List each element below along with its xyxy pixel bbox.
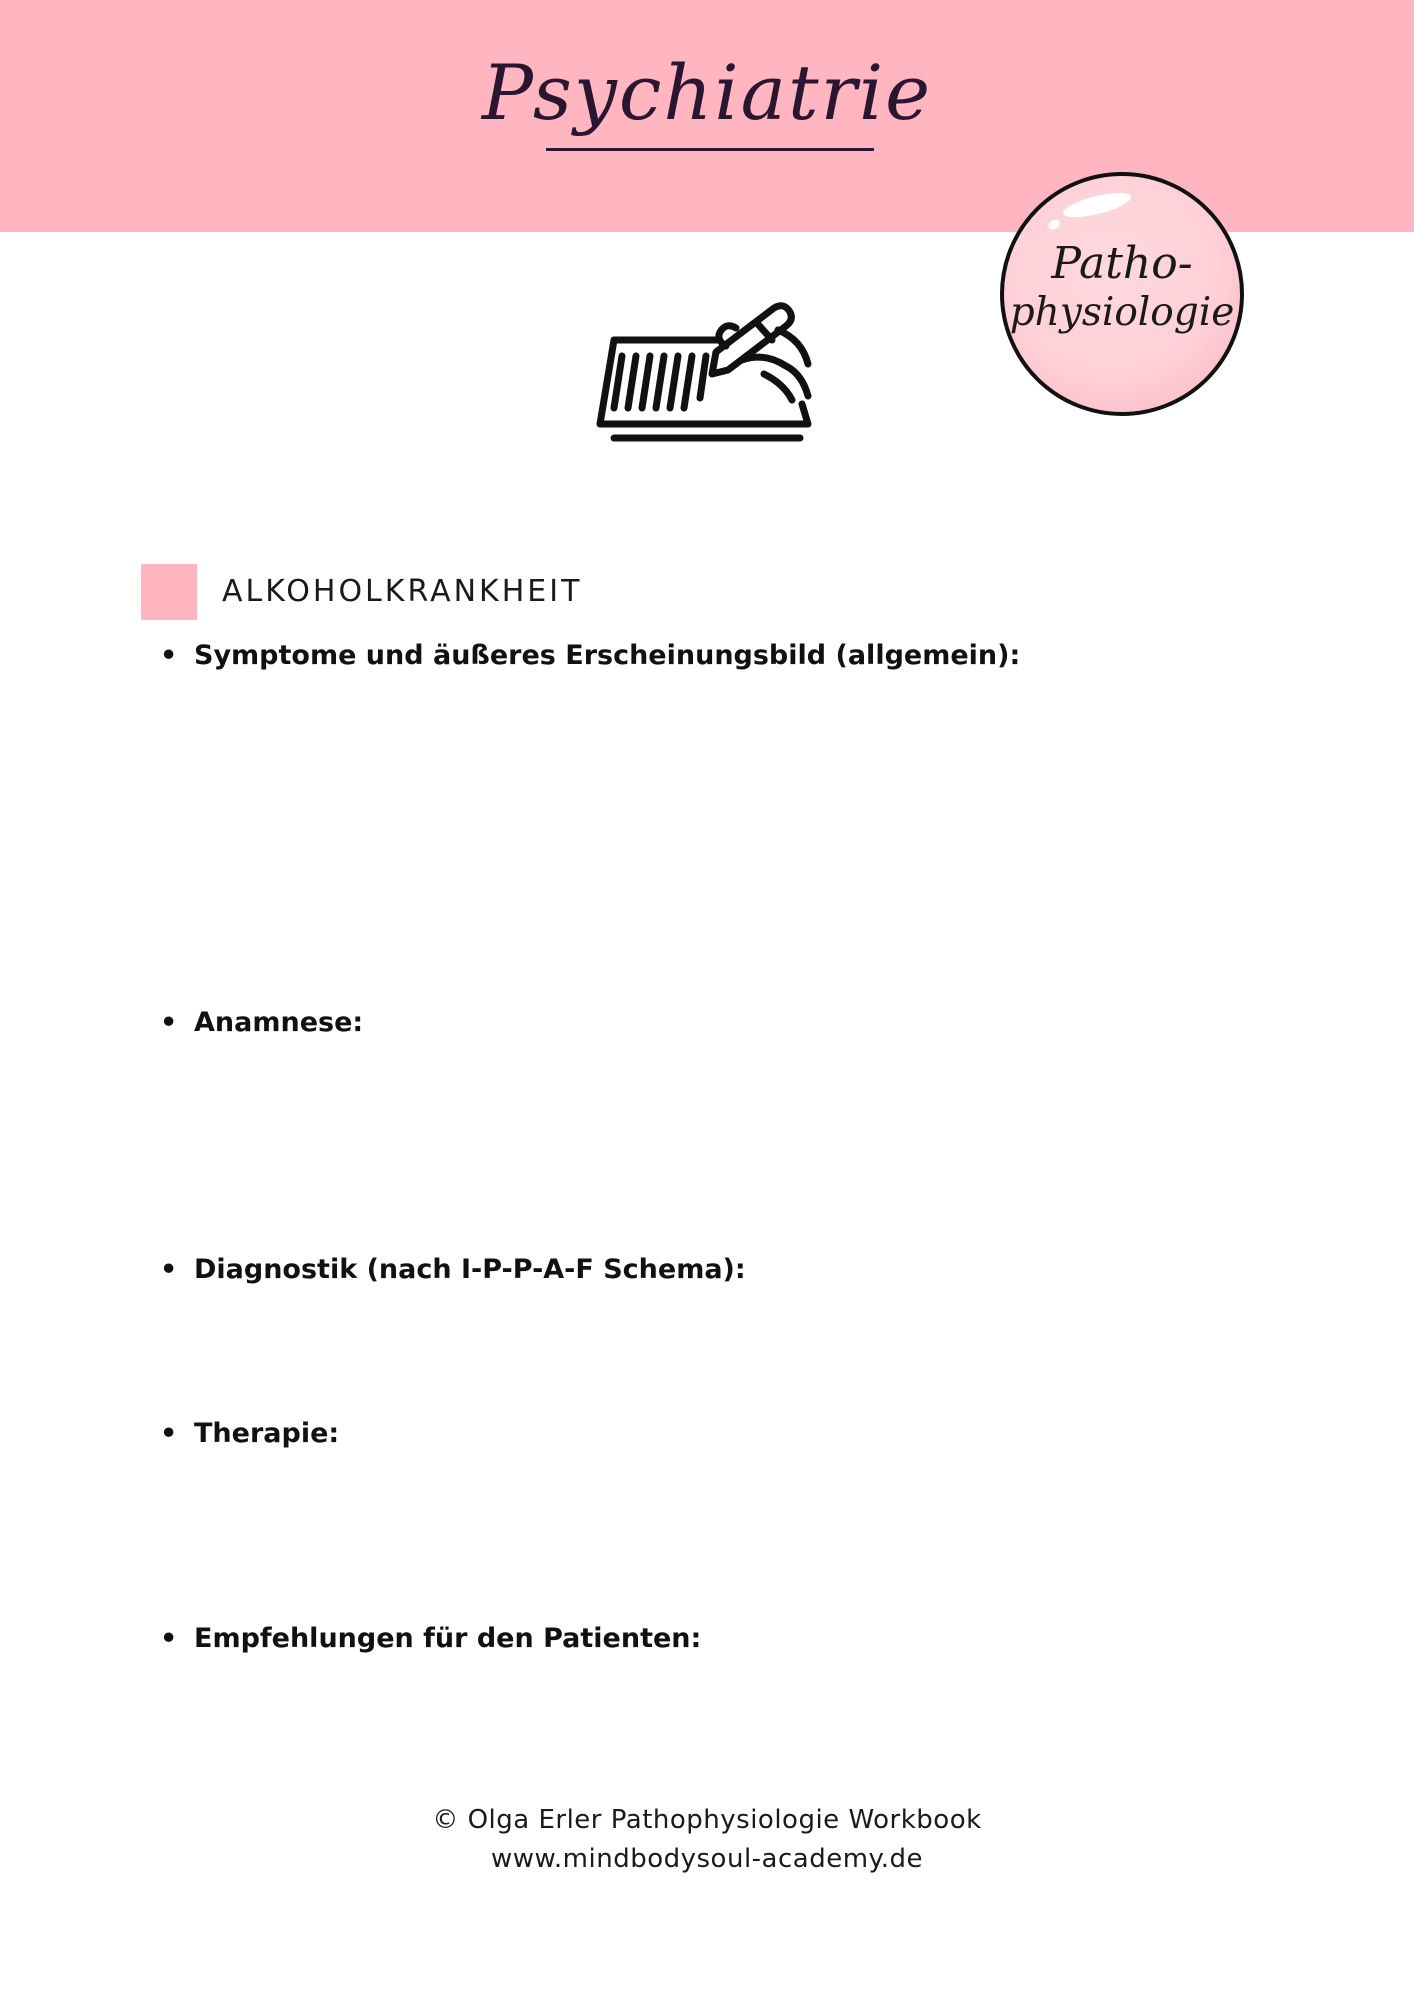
writing-notes-icon: [596, 300, 814, 442]
page-title: Psychiatrie: [481, 48, 933, 137]
title-underline: [546, 148, 874, 151]
prompt-therapie-label: Therapie:: [194, 1418, 340, 1449]
prompt-diagnostik-label: Diagnostik (nach I-P-P-A-F Schema):: [194, 1254, 746, 1285]
prompt-symptome-label: Symptome und äußeres Erscheinungsbild (allgemein):: [194, 640, 1021, 671]
prompt-anamnese-label: Anamnese:: [194, 1007, 364, 1038]
section-title: ALKOHOLKRANKHEIT: [222, 574, 583, 609]
pathophysiologie-badge: [1000, 172, 1244, 416]
badge-line1: Patho-: [1051, 238, 1193, 289]
prompt-therapie: • Therapie:: [160, 1418, 340, 1449]
badge-line2: physiologie: [1009, 290, 1235, 335]
footer-copyright: © Olga Erler Pathophysiologie Workbook: [432, 1805, 982, 1835]
footer-website: www.mindbodysoul-academy.de: [491, 1844, 923, 1874]
prompt-diagnostik: • Diagnostik (nach I-P-P-A-F Schema):: [160, 1254, 746, 1285]
badge-shine: [1061, 188, 1133, 222]
badge-shine-dot: [1047, 218, 1062, 232]
prompt-anamnese: • Anamnese:: [160, 1007, 364, 1038]
section-marker: [141, 564, 197, 620]
prompt-empfehlungen: • Empfehlungen für den Patienten:: [160, 1623, 702, 1654]
prompt-empfehlungen-label: Empfehlungen für den Patienten:: [194, 1623, 702, 1654]
prompt-symptome: • Symptome und äußeres Erscheinungsbild (allgemein):: [160, 640, 1021, 671]
